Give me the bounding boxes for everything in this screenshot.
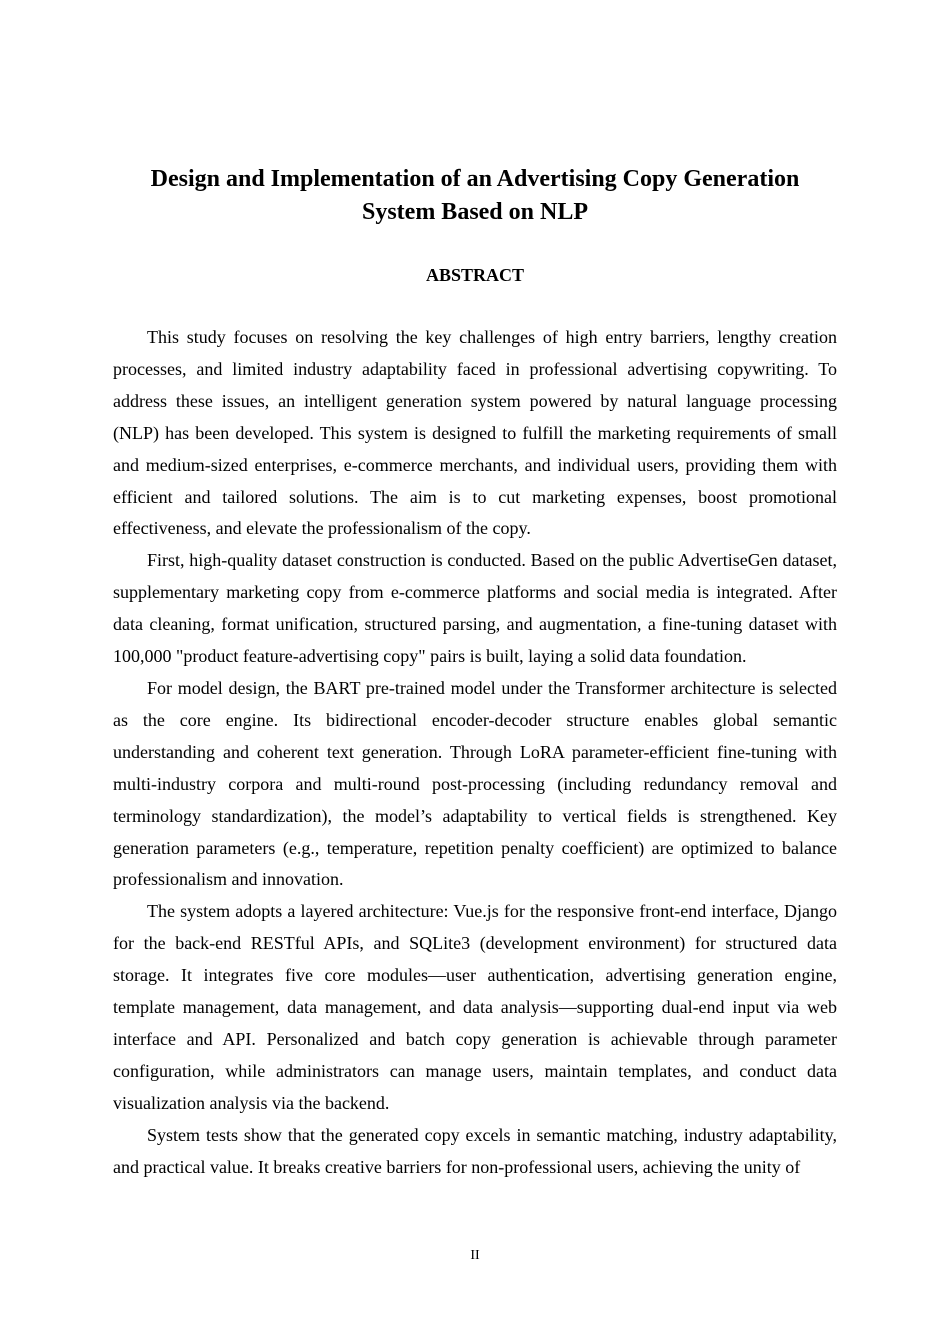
abstract-paragraph: First, high-quality dataset construction is conducted. Based on the public AdvertiseGen dataset, supplementary marketing copy from e-commerce platforms and social media is integrated. After data cleaning, format unification, structured parsing, and augmentation, a fine-tuning dataset with 100,000 "product feature-advertising copy" pairs is built, laying a solid data foundation. xyxy=(113,550,837,667)
abstract-paragraph: System tests show that the generated copy excels in semantic matching, industry adaptability, and practical value. It breaks creative barriers for non-professional users, achieving the unity of xyxy=(113,1124,837,1177)
abstract-paragraph: This study focuses on resolving the key challenges of high entry barriers, lengthy creation processes, and limited industry adaptability faced in professional advertising copywriting. To address these issues, an intelligent generation system powered by natural language processing (NLP) has been developed. This system is designed to fulfill the marketing requirements of small and medium-sized enterprises, e-commerce merchants, and individual users, providing them with efficient and tailored solutions. The aim is to cut marketing expenses, boost promotional effectiveness, and elevate the professionalism of the copy. xyxy=(113,327,837,539)
abstract-paragraph: For model design, the BART pre-trained model under the Transformer architecture is selected as the core engine. Its bidirectional encoder-decoder structure enables global semantic understanding and coherent text generation. Through LoRA parameter-efficient fine-tuning with multi-industry corpora and multi-round post-processing (including redundancy removal and terminology standardization), the model’s adaptability to vertical fields is strengthened. Key generation parameters (e.g., temperature, repetition penalty coefficient) are optimized to balance professionalism and innovation. xyxy=(113,677,837,890)
abstract-body xyxy=(113,322,837,1183)
title-line: System Based on NLP xyxy=(361,199,589,225)
title-line: Design and Implementation of an Advertising Copy Generation xyxy=(150,166,800,192)
paper-title xyxy=(113,163,837,229)
page-number: II xyxy=(470,1248,480,1263)
abstract-heading: ABSTRACT xyxy=(425,265,525,285)
abstract-paragraph: The system adopts a layered architecture: Vue.js for the responsive front-end interface, Django for the back-end RESTful APIs, and SQLite3 (development environment) for structured data storage. It integrates five core modules—user authentication, advertising generation engine, template management, data management, and data analysis—supporting dual-end input via web interface and API. Personalized and batch copy generation is achievable through parameter configuration, while administrators can manage users, maintain templates, and conduct data visualization analysis via the backend. xyxy=(113,901,837,1113)
